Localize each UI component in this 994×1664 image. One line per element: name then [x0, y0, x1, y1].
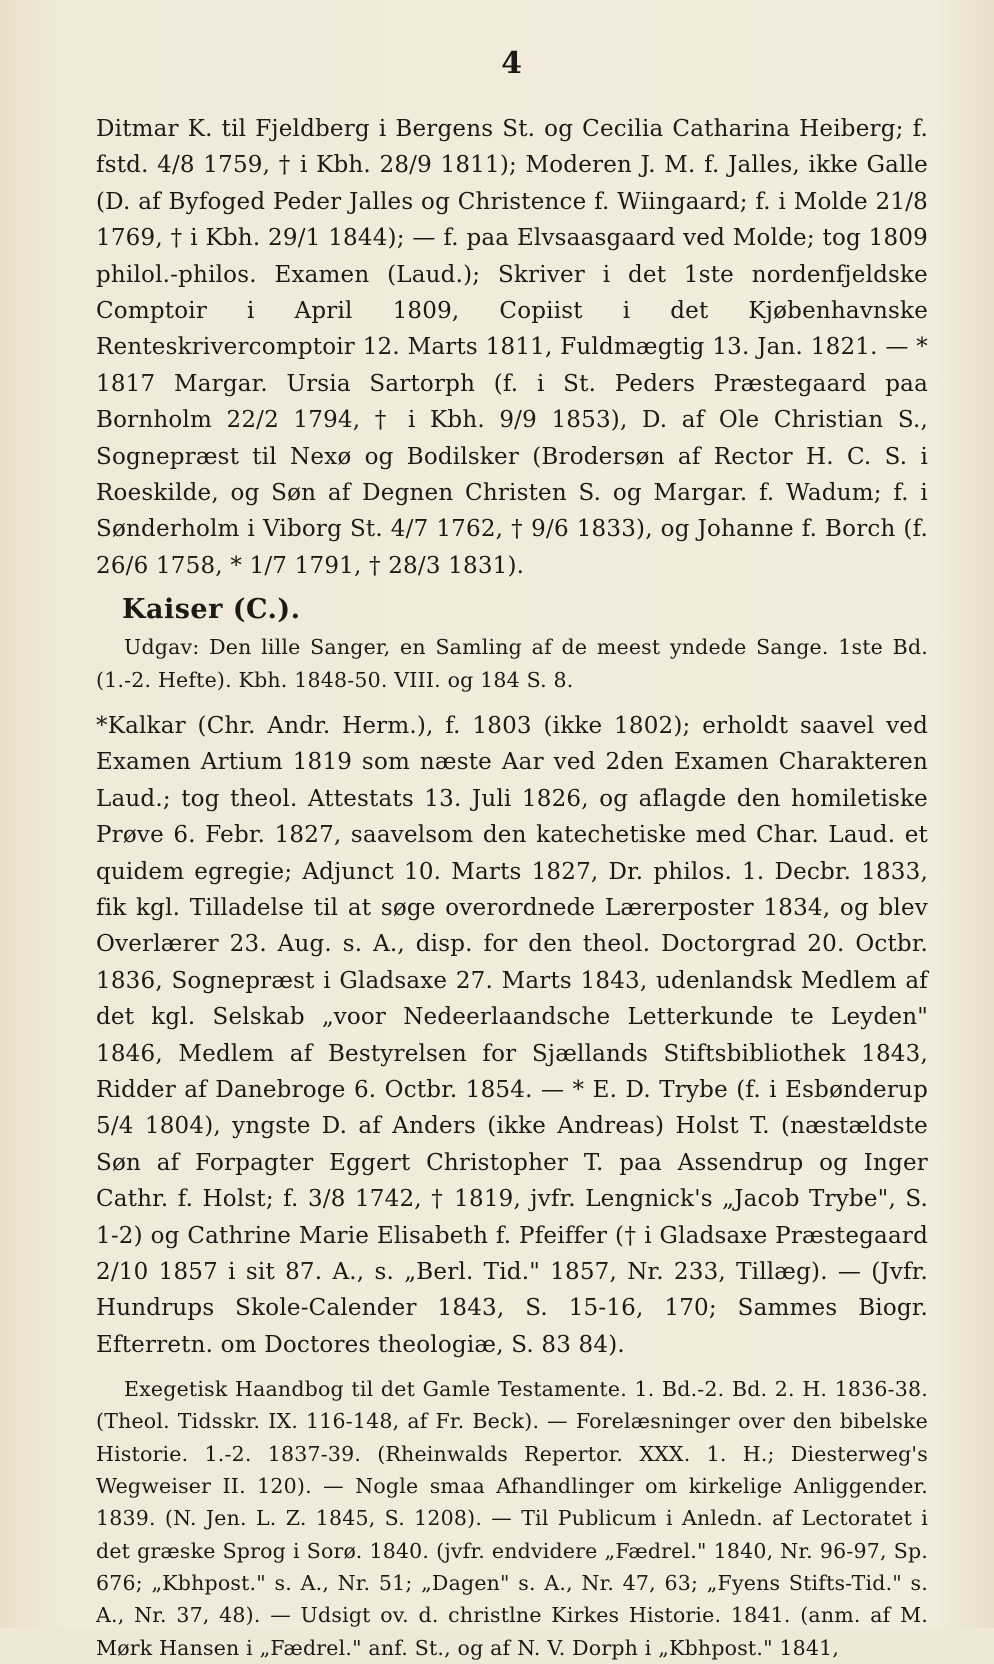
paragraph-ditmar-continuation: Ditmar K. til Fjeldberg i Bergens St. og Cecilia Catharina Heiberg; f. fstd. 4/8 1759, † i Kbh. 28/9 1811); Moderen J. M. f. Jalles, ikke Galle (D. af Byfoged Peder Jalles og Christence f. Wiingaard; f. i Molde 21/8 1769, † i Kbh. 29/1 1844); — f. paa Elvsaasgaard ved Molde; tog 1809 philol.-philos. Examen (Laud.); Skriver i det 1ste nordenfjeldske Comptoir i April 1809, Copiist i det Kjøbenhavnske Renteskrivercomptoir 12. Marts 1811, Fuldmægtig 13. Jan. 1821. — * 1817 Margar. Ursia Sartorph (f. i St. Peders Præstegaard paa Bornholm 22/2 1794, † i Kbh. 9/9 1853), D. af Ole Christian S., Sognepræst til Nexø og Bodilsker (Brodersøn af Rector H. C. S. i Roeskilde, og Søn af Degnen Christen S. og Margar. f. Wadum; f. i Sønderholm i Viborg St. 4/7 1762, † 9/6 1833), og Johanne f. Borch (f. 26/6 1758, * 1/7 1791, † 28/3 1831).: [96, 116, 928, 579]
entry-heading-kaiser: Kaiser (C.).: [122, 594, 301, 626]
paragraph-kaiser-publications: Udgav: Den lille Sanger, en Samling af de meest yndede Sange. 1ste Bd. (1.-2. Hefte). Kbh. 1848-50. VIII. og 184 S. 8.: [96, 635, 928, 692]
page-number: 4: [501, 46, 523, 81]
paragraph-kalkar-biography: *Kalkar (Chr. Andr. Herm.), f. 1803 (ikke 1802); erholdt saavel ved Examen Artium 1819 som næste Aar ved 2den Examen Charakteren Laud.; tog theol. Attestats 13. Juli 1826, og aflagde den homiletiske Prøve 6. Febr. 1827, saavelsom den katechetiske med Char. Laud. et quidem egregie; Adjunct 10. Marts 1827, Dr. philos. 1. Decbr. 1833, fik kgl. Tilladelse til at søge overordnede Lærerposter 1834, og blev Overlærer 23. Aug. s. A., disp. for den theol. Doctorgrad 20. Octbr. 1836, Sognepræst i Gladsaxe 27. Marts 1843, udenlandsk Medlem af det kgl. Selskab „voor Nedeerlaandsche Letterkunde te Leyden" 1846, Medlem af Bestyrelsen for Sjællands Stiftsbibliothek 1843, Ridder af Danebroge 6. Octbr. 1854. — * E. D. Trybe (f. i Esbønderup 5/4 1804), yngste D. af Anders (ikke Andreas) Holst T. (næstældste Søn af Forpagter Eggert Christopher T. paa Assendrup og Inger Cathr. f. Holst; f. 3/8 1742, † 1819, jvfr. Lengnick's „Jacob Trybe", S. 1-2) og Cathrine Marie Elisabeth f. Pfeiffer († i Gladsaxe Præstegaard 2/10 1857 i sit 87. A., s. „Berl. Tid." 1857, Nr. 233, Tillæg). — (Jvfr. Hundrups Skole-Calender 1843, S. 15-16, 170; Sammes Biogr. Efterretn. om Doctores theologiæ, S. 83 84).: [96, 712, 928, 1358]
paragraph-kalkar-publications: Exegetisk Haandbog til det Gamle Testamente. 1. Bd.-2. Bd. 2. H. 1836-38. (Theol. Tidsskr. IX. 116-148, af Fr. Beck). — Forelæsninger over den bibelske Historie. 1.-2. 1837-39. (Rheinwalds Repertor. XXX. 1. H.; Diesterweg's Wegweiser II. 120). — Nogle smaa Afhandlinger om kirkelige Anliggender. 1839. (N. Jen. L. Z. 1845, S. 1208). — Til Publicum i Anledn. af Lectoratet i det græske Sprog i Sorø. 1840. (jvfr. endvidere „Fædrel." 1840, Nr. 96-97, Sp. 676; „Kbhpost." s. A., Nr. 51; „Dagen" s. A., Nr. 47, 63; „Fyens Stifts-Tid." s. A., Nr. 37, 48). — Udsigt ov. d. christlne Kirkes Historie. 1841. (anm. af M. Mørk Hansen i „Fædrel." anf. St., og af N. V. Dorph i „Kbhpost." 1841,: [96, 1377, 928, 1660]
